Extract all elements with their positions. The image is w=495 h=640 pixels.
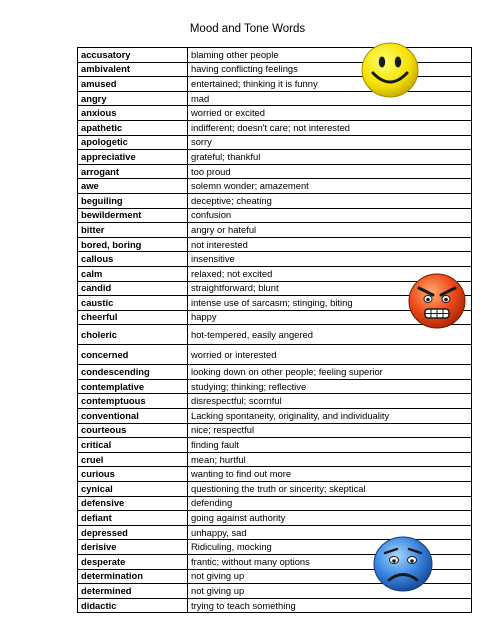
- term-cell: concerned: [78, 345, 188, 365]
- table-row: [78, 379, 472, 394]
- table-row: [78, 452, 472, 467]
- table-row: [78, 365, 472, 380]
- term-cell: conventional: [78, 409, 188, 424]
- table-row: [78, 150, 472, 165]
- term-cell: cruel: [78, 452, 188, 467]
- definition-cell: indifferent; doesn't care; not interested: [188, 120, 472, 135]
- term-cell: desperate: [78, 555, 188, 570]
- definition-cell: Ridiculing, mocking: [188, 540, 472, 555]
- definition-cell: straightforward; blunt: [188, 281, 472, 296]
- definition-cell: unhappy, sad: [188, 525, 472, 540]
- definition-cell: insensitive: [188, 252, 472, 267]
- definition-cell: not giving up: [188, 584, 472, 599]
- table-row: [78, 106, 472, 121]
- definition-cell: questioning the truth or sincerity; skeptical: [188, 482, 472, 497]
- term-cell: amused: [78, 77, 188, 92]
- definition-cell: defending: [188, 496, 472, 511]
- definition-cell: studying; thinking; reflective: [188, 379, 472, 394]
- table-body: [78, 48, 472, 613]
- page-title: Mood and Tone Words: [189, 23, 306, 35]
- definition-cell: finding fault: [188, 438, 472, 453]
- table-row: [78, 394, 472, 409]
- term-cell: callous: [78, 252, 188, 267]
- definition-cell: too proud: [188, 164, 472, 179]
- term-cell: calm: [78, 266, 188, 281]
- term-cell: didactic: [78, 598, 188, 613]
- definition-cell: having conflicting feelings: [188, 62, 472, 77]
- definition-cell: going against authority: [188, 511, 472, 526]
- definition-cell: looking down on other people; feeling superior: [188, 365, 472, 380]
- term-cell: bewilderment: [78, 208, 188, 223]
- term-cell: appreciative: [78, 150, 188, 165]
- table-row: [78, 496, 472, 511]
- definition-cell: mean; hurtful: [188, 452, 472, 467]
- term-cell: determination: [78, 569, 188, 584]
- definition-cell: Lacking spontaneity, originality, and individuality: [188, 409, 472, 424]
- term-cell: accusatory: [78, 48, 188, 63]
- sad-face-icon: [372, 535, 434, 593]
- definition-cell: hot-tempered, easily angered: [188, 325, 472, 345]
- definition-cell: grateful; thankful: [188, 150, 472, 165]
- term-cell: bitter: [78, 223, 188, 238]
- term-cell: cheerful: [78, 310, 188, 325]
- term-cell: anxious: [78, 106, 188, 121]
- mood-words-table: [77, 47, 472, 613]
- term-cell: depressed: [78, 525, 188, 540]
- definition-cell: worried or interested: [188, 345, 472, 365]
- term-cell: condescending: [78, 365, 188, 380]
- table-row: [78, 237, 472, 252]
- term-cell: contemplative: [78, 379, 188, 394]
- table-row: [78, 179, 472, 194]
- definition-cell: deceptive; cheating: [188, 193, 472, 208]
- definition-cell: mad: [188, 91, 472, 106]
- table-row: [78, 409, 472, 424]
- term-cell: apathetic: [78, 120, 188, 135]
- definition-cell: angry or hateful: [188, 223, 472, 238]
- table-row: [78, 135, 472, 150]
- definition-cell: solemn wonder; amazement: [188, 179, 472, 194]
- term-cell: arrogant: [78, 164, 188, 179]
- table-row: [78, 467, 472, 482]
- table-row: [78, 511, 472, 526]
- definition-cell: disrespectful; scornful: [188, 394, 472, 409]
- table-row: [78, 120, 472, 135]
- definition-cell: wanting to find out more: [188, 467, 472, 482]
- table-row: [78, 438, 472, 453]
- term-cell: candid: [78, 281, 188, 296]
- definition-cell: worried or excited: [188, 106, 472, 121]
- table-row: [78, 193, 472, 208]
- definition-cell: not giving up: [188, 569, 472, 584]
- term-cell: awe: [78, 179, 188, 194]
- term-cell: cynical: [78, 482, 188, 497]
- definition-cell: not interested: [188, 237, 472, 252]
- definition-cell: frantic; without many options: [188, 555, 472, 570]
- table-row: [78, 482, 472, 497]
- table-row: [78, 164, 472, 179]
- definition-cell: trying to teach something: [188, 598, 472, 613]
- term-cell: beguiling: [78, 193, 188, 208]
- term-cell: critical: [78, 438, 188, 453]
- definition-cell: entertained; thinking it is funny: [188, 77, 472, 92]
- term-cell: derisive: [78, 540, 188, 555]
- term-cell: angry: [78, 91, 188, 106]
- definition-cell: relaxed; not excited: [188, 266, 472, 281]
- definition-cell: intense use of sarcasm; stinging, biting: [188, 296, 472, 311]
- definition-cell: nice; respectful: [188, 423, 472, 438]
- happy-face-icon: [360, 41, 420, 99]
- table-row: [78, 598, 472, 613]
- definition-cell: blaming other people: [188, 48, 472, 63]
- term-cell: defensive: [78, 496, 188, 511]
- term-cell: bored, boring: [78, 237, 188, 252]
- term-cell: curious: [78, 467, 188, 482]
- term-cell: caustic: [78, 296, 188, 311]
- term-cell: choleric: [78, 325, 188, 345]
- term-cell: apologetic: [78, 135, 188, 150]
- definition-cell: happy: [188, 310, 472, 325]
- table-row: [78, 423, 472, 438]
- term-cell: determined: [78, 584, 188, 599]
- definition-cell: sorry: [188, 135, 472, 150]
- term-cell: defiant: [78, 511, 188, 526]
- table-row: [78, 252, 472, 267]
- table-row: [78, 223, 472, 238]
- definition-cell: confusion: [188, 208, 472, 223]
- term-cell: contemptuous: [78, 394, 188, 409]
- angry-face-icon: [407, 272, 467, 330]
- term-cell: ambivalent: [78, 62, 188, 77]
- table-row: [78, 345, 472, 365]
- table-row: [78, 208, 472, 223]
- term-cell: courteous: [78, 423, 188, 438]
